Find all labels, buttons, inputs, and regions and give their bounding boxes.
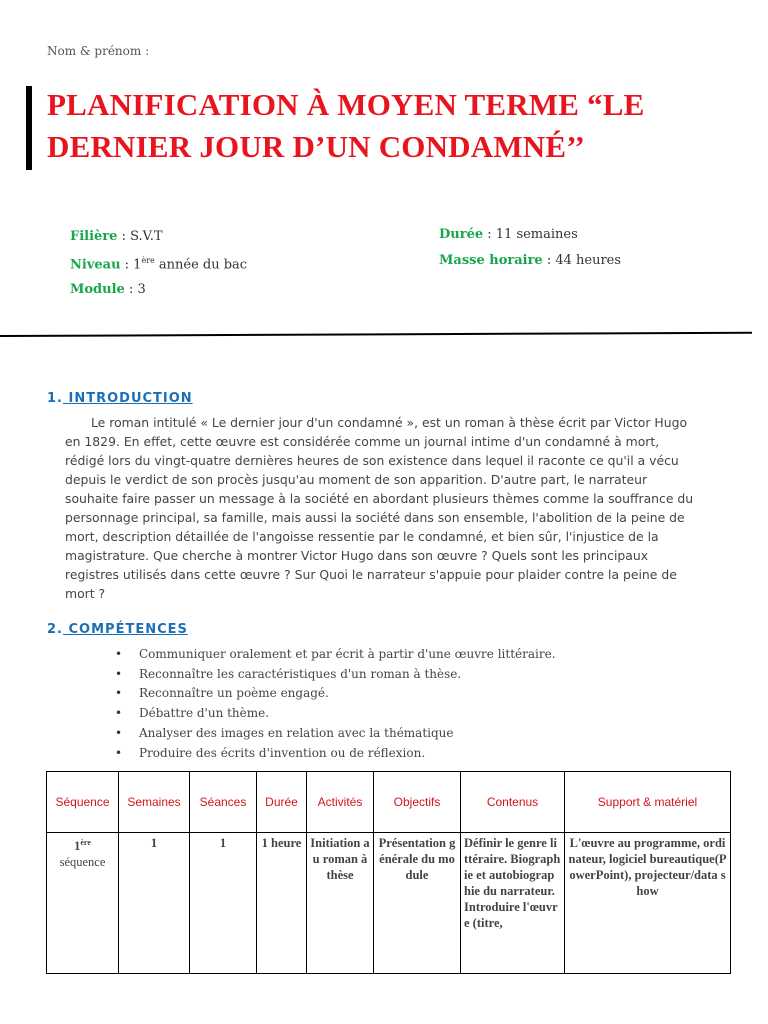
competences-list (110, 645, 556, 763)
intro-heading (47, 391, 193, 406)
cell-objectifs: Présentation générale du module (374, 833, 461, 974)
duree-line (439, 227, 578, 242)
sequence-sup: ère (80, 838, 91, 847)
header-semaines: Semaines (119, 772, 190, 833)
list-item: • Débattre d'un thème. (110, 704, 556, 724)
filiere-value: : S.V.T (117, 229, 163, 244)
cell-duree: 1 heure (257, 833, 307, 974)
intro-heading-text: INTRODUCTION (62, 391, 193, 406)
planning-table (46, 771, 731, 974)
cell-sequence (47, 833, 119, 974)
cell-contenus: Définir le genre littéraire. Biographie et autobiographie du narrateur. Introduire l'œuvre (titre, (461, 833, 565, 974)
document-title: PLANIFICATION À MOYEN TERME “LE DERNIER JOUR D’UN CONDAMNÉ’’ (47, 87, 645, 164)
competences-heading (47, 622, 188, 637)
list-item: • Reconnaître un poème engagé. (110, 684, 556, 704)
cell-activites: Initiation au roman à thèse (307, 833, 374, 974)
list-item: • Reconnaître les caractéristiques d'un roman à thèse. (110, 665, 556, 685)
header-contenus: Contenus (461, 772, 565, 833)
table-header-row (47, 772, 731, 833)
duree-value: : 11 semaines (483, 227, 578, 242)
masse-value: : 44 heures (542, 253, 622, 268)
masse-line (439, 253, 621, 268)
duree-key: Durée (439, 227, 484, 242)
niveau-line (70, 256, 247, 272)
niveau-value-prefix: : 1 (120, 257, 142, 273)
cell-semaines: 1 (119, 833, 190, 974)
sequence-prefix: 1 (74, 839, 81, 854)
filiere-line (70, 229, 163, 244)
module-key: Module (70, 282, 125, 297)
niveau-value-suffix: année du bac (154, 257, 248, 273)
cell-seances: 1 (190, 833, 257, 974)
name-label: Nom & prénom : (47, 44, 150, 58)
header-objectifs: Objectifs (374, 772, 461, 833)
intro-paragraph: Le roman intitulé « Le dernier jour d'un condamné », est un roman à thèse écrit par Victor Hugo en 1829. En effet, cette œuvre est considérée comme un journal intime d'un condamné à mort, rédigé lors du vingt-quatre dernières heures de son existence dans lequel il raconte ce qu'il a vécu depuis le verdict de son procès jusqu'au moment de son apparition. D'autre part, le narrateur souhaite faire passer un message à la société en abordant plusieurs thèmes comme la souffrance du personnage principal, sa famille, mais aussi la société dans son ensemble, l'abolition de la peine de mort, description détaillée de l'angoisse ressentie par le condamné, et bien sûr, l'injustice de la magistrature. Que cherche à montrer Victor Hugo dans son œuvre ? Quels sont les principaux registres utilisés dans cette œuvre ? Sur Quoi le narrateur s'appuie pour plaider contre la peine de mort ? (65, 415, 694, 601)
sequence-suffix: séquence (59, 855, 106, 870)
module-value: : 3 (124, 282, 146, 297)
intro-number: 1. (47, 391, 63, 406)
competences-heading-text: COMPÉTENCES (62, 622, 188, 637)
header-seances: Séances (190, 772, 257, 833)
list-item: • Communiquer oralement et par écrit à partir d'une œuvre littéraire. (110, 645, 556, 665)
niveau-key: Niveau (70, 257, 121, 273)
list-item: • Analyser des images en relation avec la thématique (110, 724, 556, 744)
table-row (47, 833, 731, 974)
header-support: Support & matériel (565, 772, 731, 833)
title-accent-bar (26, 86, 32, 170)
niveau-sup: ère (141, 256, 155, 265)
header-sequence: Séquence (47, 772, 119, 833)
list-item: • Produire des écrits d'invention ou de réflexion. (110, 744, 556, 764)
separator-line (0, 332, 752, 337)
filiere-key: Filière (70, 229, 118, 244)
header-activites: Activités (307, 772, 374, 833)
masse-key: Masse horaire (439, 253, 543, 268)
cell-support: L'œuvre au programme, ordinateur, logiciel bureautique(PowerPoint), projecteur/data show (565, 833, 731, 974)
module-line (70, 282, 146, 297)
competences-number: 2. (47, 622, 63, 637)
header-duree: Durée (257, 772, 307, 833)
